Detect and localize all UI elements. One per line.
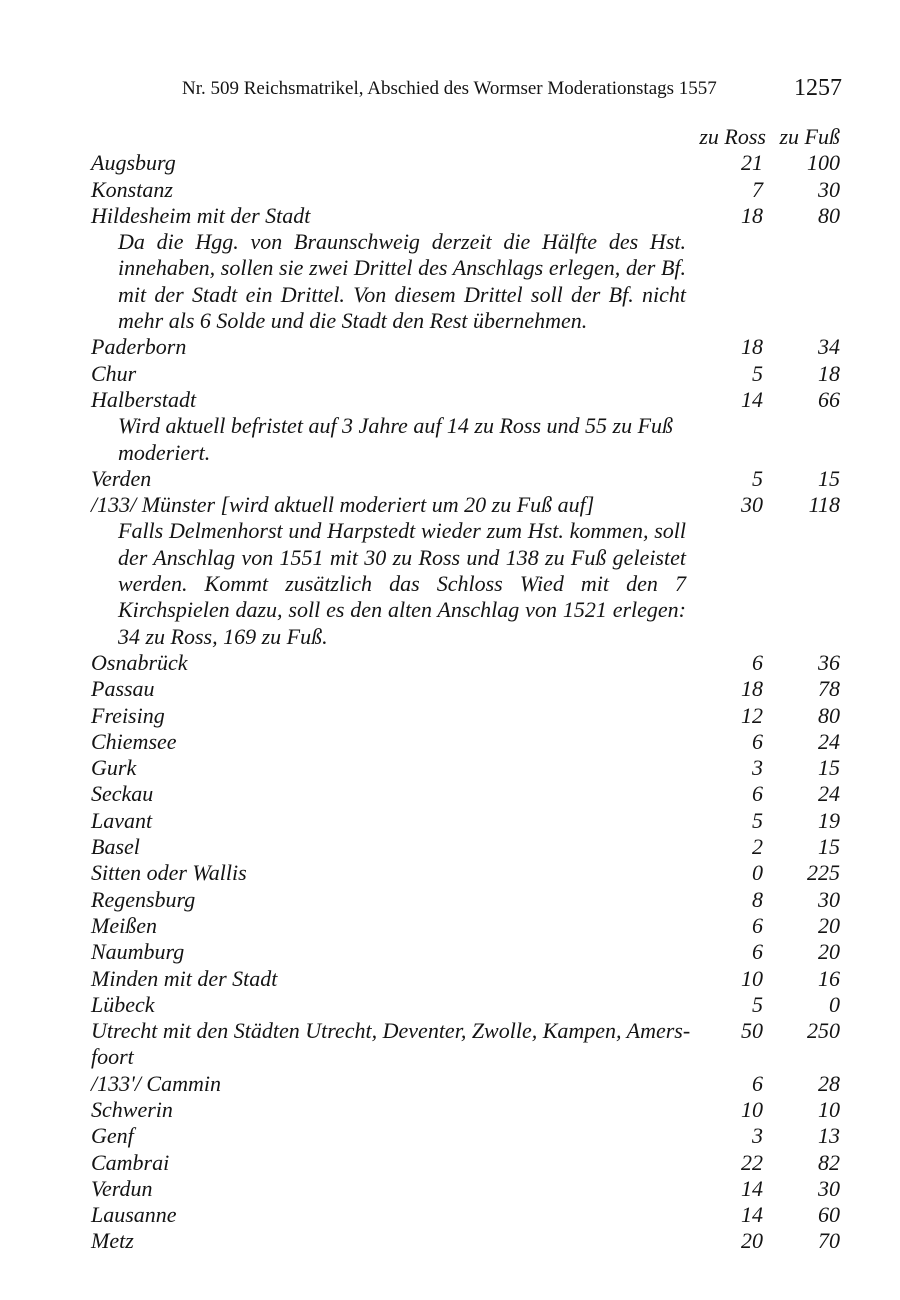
value-ross: 7 xyxy=(752,176,763,202)
value-fuss: 82 xyxy=(818,1149,840,1175)
value-fuss: 100 xyxy=(807,150,840,176)
entry-name: Chur xyxy=(91,360,137,386)
value-fuss: 70 xyxy=(818,1228,840,1254)
entry-name: Chiemsee xyxy=(91,728,177,754)
table-row xyxy=(91,1071,843,1097)
value-ross: 3 xyxy=(752,755,763,781)
value-ross: 50 xyxy=(741,1018,763,1044)
running-head-title: Nr. 509 Reichsmatrikel, Abschied des Wormser Moderationstags 1557 xyxy=(182,78,717,99)
value-ross: 8 xyxy=(752,886,763,912)
entry-name: Lavant xyxy=(91,807,153,833)
value-fuss: 118 xyxy=(808,492,840,518)
entry-name: /133'/ Cammin xyxy=(91,1070,221,1096)
table-row xyxy=(91,1123,843,1149)
value-ross: 12 xyxy=(741,702,763,728)
entry-name: Lübeck xyxy=(91,991,155,1017)
value-fuss: 0 xyxy=(829,991,840,1017)
value-ross: 10 xyxy=(741,1096,763,1122)
entry-name-continuation: foort xyxy=(91,1044,134,1070)
value-ross: 14 xyxy=(741,386,763,412)
entry-name: Halberstadt xyxy=(91,386,197,412)
value-fuss: 30 xyxy=(818,886,840,912)
column-headers xyxy=(91,124,843,150)
entry-name: Genf xyxy=(91,1123,134,1149)
value-ross: 21 xyxy=(741,150,763,176)
table-row xyxy=(91,1176,843,1202)
value-fuss: 18 xyxy=(818,360,840,386)
table-row xyxy=(91,808,843,834)
entry-name: Verdun xyxy=(91,1175,153,1201)
column-header-fuss: zu Fuß xyxy=(779,124,840,149)
value-fuss: 80 xyxy=(818,702,840,728)
table-row xyxy=(91,703,843,729)
entry-name: Freising xyxy=(91,702,165,728)
table-row xyxy=(91,466,843,492)
value-fuss: 15 xyxy=(818,465,840,491)
entry-name: Utrecht mit den Städten Utrecht, Deventer, Zwolle, Kampen, Amers- xyxy=(91,1018,691,1044)
value-fuss: 60 xyxy=(818,1202,840,1228)
entry-name: Lausanne xyxy=(91,1202,177,1228)
value-fuss: 30 xyxy=(818,1175,840,1201)
entry-name: Paderborn xyxy=(91,334,187,360)
value-ross: 5 xyxy=(752,360,763,386)
table-row xyxy=(91,887,843,913)
table-row xyxy=(91,729,843,755)
value-fuss: 24 xyxy=(818,728,840,754)
value-fuss: 15 xyxy=(818,834,840,860)
entry-name: Meißen xyxy=(91,912,157,938)
value-fuss: 15 xyxy=(818,755,840,781)
value-fuss: 10 xyxy=(818,1096,840,1122)
value-fuss: 80 xyxy=(818,202,840,228)
table-row xyxy=(91,781,843,807)
table-row xyxy=(91,492,843,518)
entry-note: Wird aktuell befristet auf 3 Jahre auf 14 zu Ross und 55 zu Fuß moderiert. xyxy=(118,413,674,465)
value-ross: 6 xyxy=(752,781,763,807)
entry-name: Verden xyxy=(91,465,152,491)
value-fuss: 225 xyxy=(807,860,840,886)
table-row xyxy=(91,1202,843,1228)
value-fuss: 20 xyxy=(818,939,840,965)
value-ross: 0 xyxy=(752,860,763,886)
value-fuss: 250 xyxy=(807,1018,840,1044)
page-number: 1257 xyxy=(794,75,842,101)
table-row xyxy=(91,150,843,176)
entry-list xyxy=(91,150,843,1254)
value-fuss: 36 xyxy=(818,649,840,675)
value-ross: 2 xyxy=(752,834,763,860)
value-fuss: 34 xyxy=(818,334,840,360)
matrikel-table xyxy=(91,124,843,1255)
value-ross: 10 xyxy=(741,965,763,991)
table-row xyxy=(91,676,843,702)
entry-name: Minden mit der Stadt xyxy=(91,965,278,991)
entry-name: Konstanz xyxy=(91,176,173,202)
value-fuss: 30 xyxy=(818,176,840,202)
value-ross: 6 xyxy=(752,1070,763,1096)
value-fuss: 13 xyxy=(818,1123,840,1149)
value-ross: 18 xyxy=(741,202,763,228)
value-ross: 6 xyxy=(752,728,763,754)
value-fuss: 19 xyxy=(818,807,840,833)
value-ross: 6 xyxy=(752,939,763,965)
entry-name: Osnabrück xyxy=(91,649,188,675)
table-row xyxy=(91,860,843,886)
entry-note: Falls Delmenhorst und Harpstedt wieder zum Hst. kommen, soll der Anschlag von 1551 mit 30 zu Ross und 138 zu Fuß geleistet werden. Kommt zusätzlich das Schloss Wied mit den 7 Kirchspielen dazu, soll es den alten Anschlag von 1521 erlegen: 34 zu Ross, 169 zu Fuß. xyxy=(118,518,686,649)
entry-name: Naumburg xyxy=(91,939,185,965)
value-ross: 20 xyxy=(741,1228,763,1254)
table-row xyxy=(91,1018,843,1071)
table-row xyxy=(91,387,843,413)
table-row xyxy=(91,966,843,992)
value-ross: 22 xyxy=(741,1149,763,1175)
entry-name: /133/ Münster [wird aktuell moderiert um 20 zu Fuß auf] xyxy=(91,492,595,518)
value-fuss: 24 xyxy=(818,781,840,807)
table-row xyxy=(91,650,843,676)
value-ross: 6 xyxy=(752,912,763,938)
entry-name: Passau xyxy=(91,676,155,702)
value-ross: 5 xyxy=(752,991,763,1017)
table-row xyxy=(91,334,843,360)
entry-name: Sitten oder Wallis xyxy=(91,860,247,886)
entry-name: Basel xyxy=(91,834,140,860)
table-row xyxy=(91,361,843,387)
entry-name: Schwerin xyxy=(91,1096,173,1122)
value-ross: 18 xyxy=(741,334,763,360)
table-row xyxy=(91,1150,843,1176)
table-row xyxy=(91,913,843,939)
entry-name: Metz xyxy=(91,1228,134,1254)
entry-name: Gurk xyxy=(91,755,137,781)
value-fuss: 16 xyxy=(818,965,840,991)
entry-name: Regensburg xyxy=(91,886,196,912)
table-row xyxy=(91,1228,843,1254)
value-fuss: 66 xyxy=(818,386,840,412)
value-fuss: 28 xyxy=(818,1070,840,1096)
table-row xyxy=(91,203,843,229)
table-row xyxy=(91,755,843,781)
table-row xyxy=(91,1097,843,1123)
table-row xyxy=(91,834,843,860)
entry-name: Augsburg xyxy=(91,150,176,176)
value-ross: 5 xyxy=(752,807,763,833)
entry-name: Hildesheim mit der Stadt xyxy=(91,202,311,228)
value-ross: 5 xyxy=(752,465,763,491)
running-head xyxy=(182,75,842,101)
entry-name: Cambrai xyxy=(91,1149,170,1175)
entry-note: Da die Hgg. von Braunschweig derzeit die Hälfte des Hst. innehaben, sollen sie zwei Drittel des Anschlags erlegen, der Bf. mit der Stadt ein Drittel. Von diesem Drittel soll der Bf. nicht mehr als 6 Solde und die Stadt den Rest übernehmen. xyxy=(118,229,686,334)
value-ross: 14 xyxy=(741,1175,763,1201)
table-row xyxy=(91,177,843,203)
value-ross: 6 xyxy=(752,649,763,675)
entry-name: Seckau xyxy=(91,781,154,807)
value-ross: 18 xyxy=(741,676,763,702)
value-fuss: 78 xyxy=(818,676,840,702)
value-ross: 30 xyxy=(741,492,763,518)
value-fuss: 20 xyxy=(818,912,840,938)
column-header-ross: zu Ross xyxy=(699,124,766,149)
table-row xyxy=(91,992,843,1018)
value-ross: 3 xyxy=(752,1123,763,1149)
table-row xyxy=(91,939,843,965)
value-ross: 14 xyxy=(741,1202,763,1228)
